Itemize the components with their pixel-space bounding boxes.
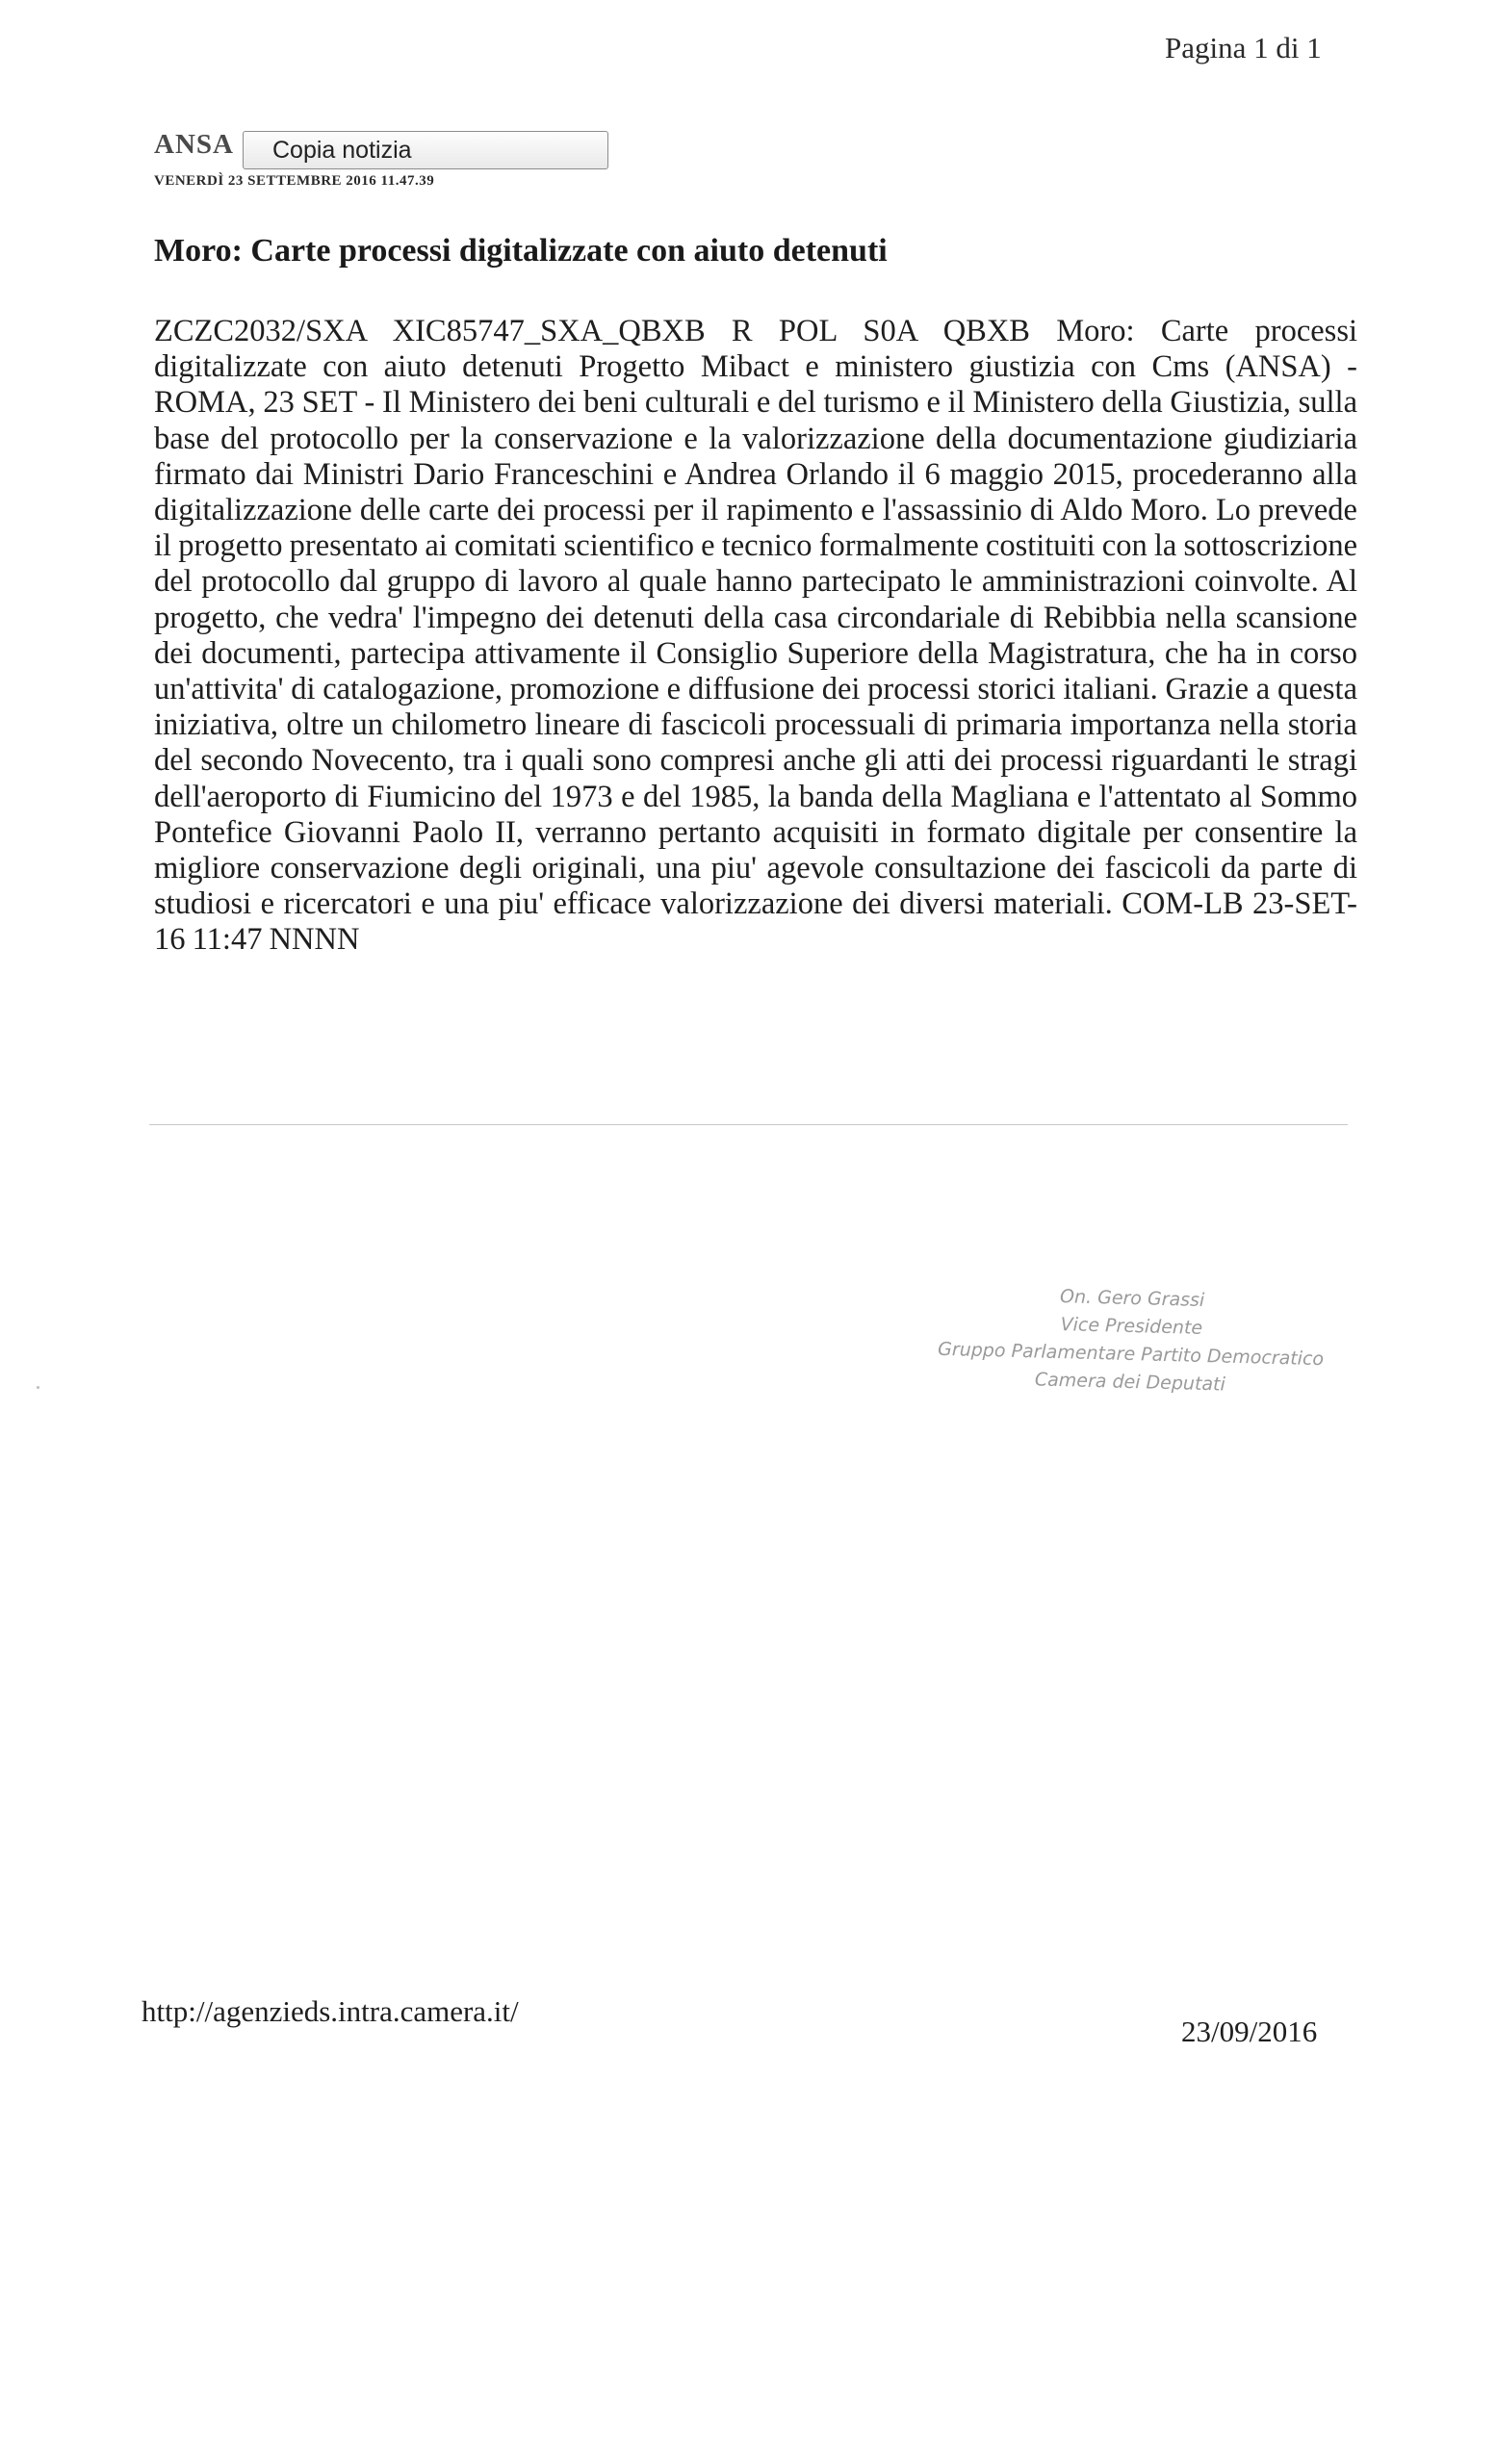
scan-speck	[37, 1386, 39, 1389]
footer-date: 23/09/2016	[1181, 2015, 1318, 2048]
stamp-name: On. Gero Grassi	[1059, 1286, 1205, 1311]
copy-news-button[interactable]: Copia notizia	[243, 131, 608, 169]
stamp-chamber: Camera dei Deputati	[1034, 1369, 1226, 1396]
blank-area	[0, 2060, 1496, 2464]
footer-url: http://agenzieds.intra.camera.it/	[142, 1994, 519, 2028]
signature-stamp	[899, 1279, 1364, 1403]
stamp-group: Gruppo Parlamentare Partito Democratico	[937, 1338, 1325, 1371]
news-datetime: VENERDÌ 23 SETTEMBRE 2016 11.47.39	[154, 173, 435, 189]
divider	[149, 1124, 1348, 1125]
article-title: Moro: Carte processi digitalizzate con aiuto detenuti	[154, 233, 888, 269]
agency-name: ANSA	[154, 129, 234, 160]
article-body: ZCZC2032/SXA XIC85747_SXA_QBXB R POL S0A QBXB Moro: Carte processi digitalizzate con aiuto detenuti Progetto Mibact e ministero giustizia con Cms (ANSA) - ROMA, 23 SET - Il Ministero dei beni culturali e del turismo e il Ministero della Giustizia, sulla base del protocollo per la conservazione e la valorizzazione della documentazione giudiziaria firmato dai Ministri Dario Franceschini e Andrea Orlando il 6 maggio 2015, procederanno alla digitalizzazione delle carte dei processi per il rapimento e l'assassinio di Aldo Moro. Lo prevede il progetto presentato ai comitati scientifico e tecnico formalmente costituiti con la sottoscrizione del protocollo dal gruppo di lavoro al quale hanno partecipato le amministrazioni coinvolte. Al progetto, che vedra' l'impegno dei detenuti della casa circondariale di Rebibbia nella scansione dei documenti, partecipa attivamente il Consiglio Superiore della Magistratura, che ha in corso un'attivita' di catalogazione, promozione e diffusione dei processi storici italiani. Grazie a questa iniziativa, oltre un chilometro lineare di fascicoli processuali di primaria importanza nella storia del secondo Novecento, tra i quali sono compresi anche gli atti dei processi riguardanti le stragi dell'aeroporto di Fiumicino del 1973 e del 1985, la banda della Magliana e l'attentato al Sommo Pontefice Giovanni Paolo II, verranno pertanto acquisiti in formato digitale per consentire la migliore conservazione degli originali, una piu' agevole consultazione dei fascicoli da parte di studiosi e ricercatori e una piu' efficace valorizzazione dei diversi materiali. COM-LB 23-SET-16 11:47 NNNN	[154, 314, 1357, 958]
page-number: Pagina 1 di 1	[1165, 31, 1322, 64]
stamp-role: Vice Presidente	[1060, 1314, 1203, 1339]
